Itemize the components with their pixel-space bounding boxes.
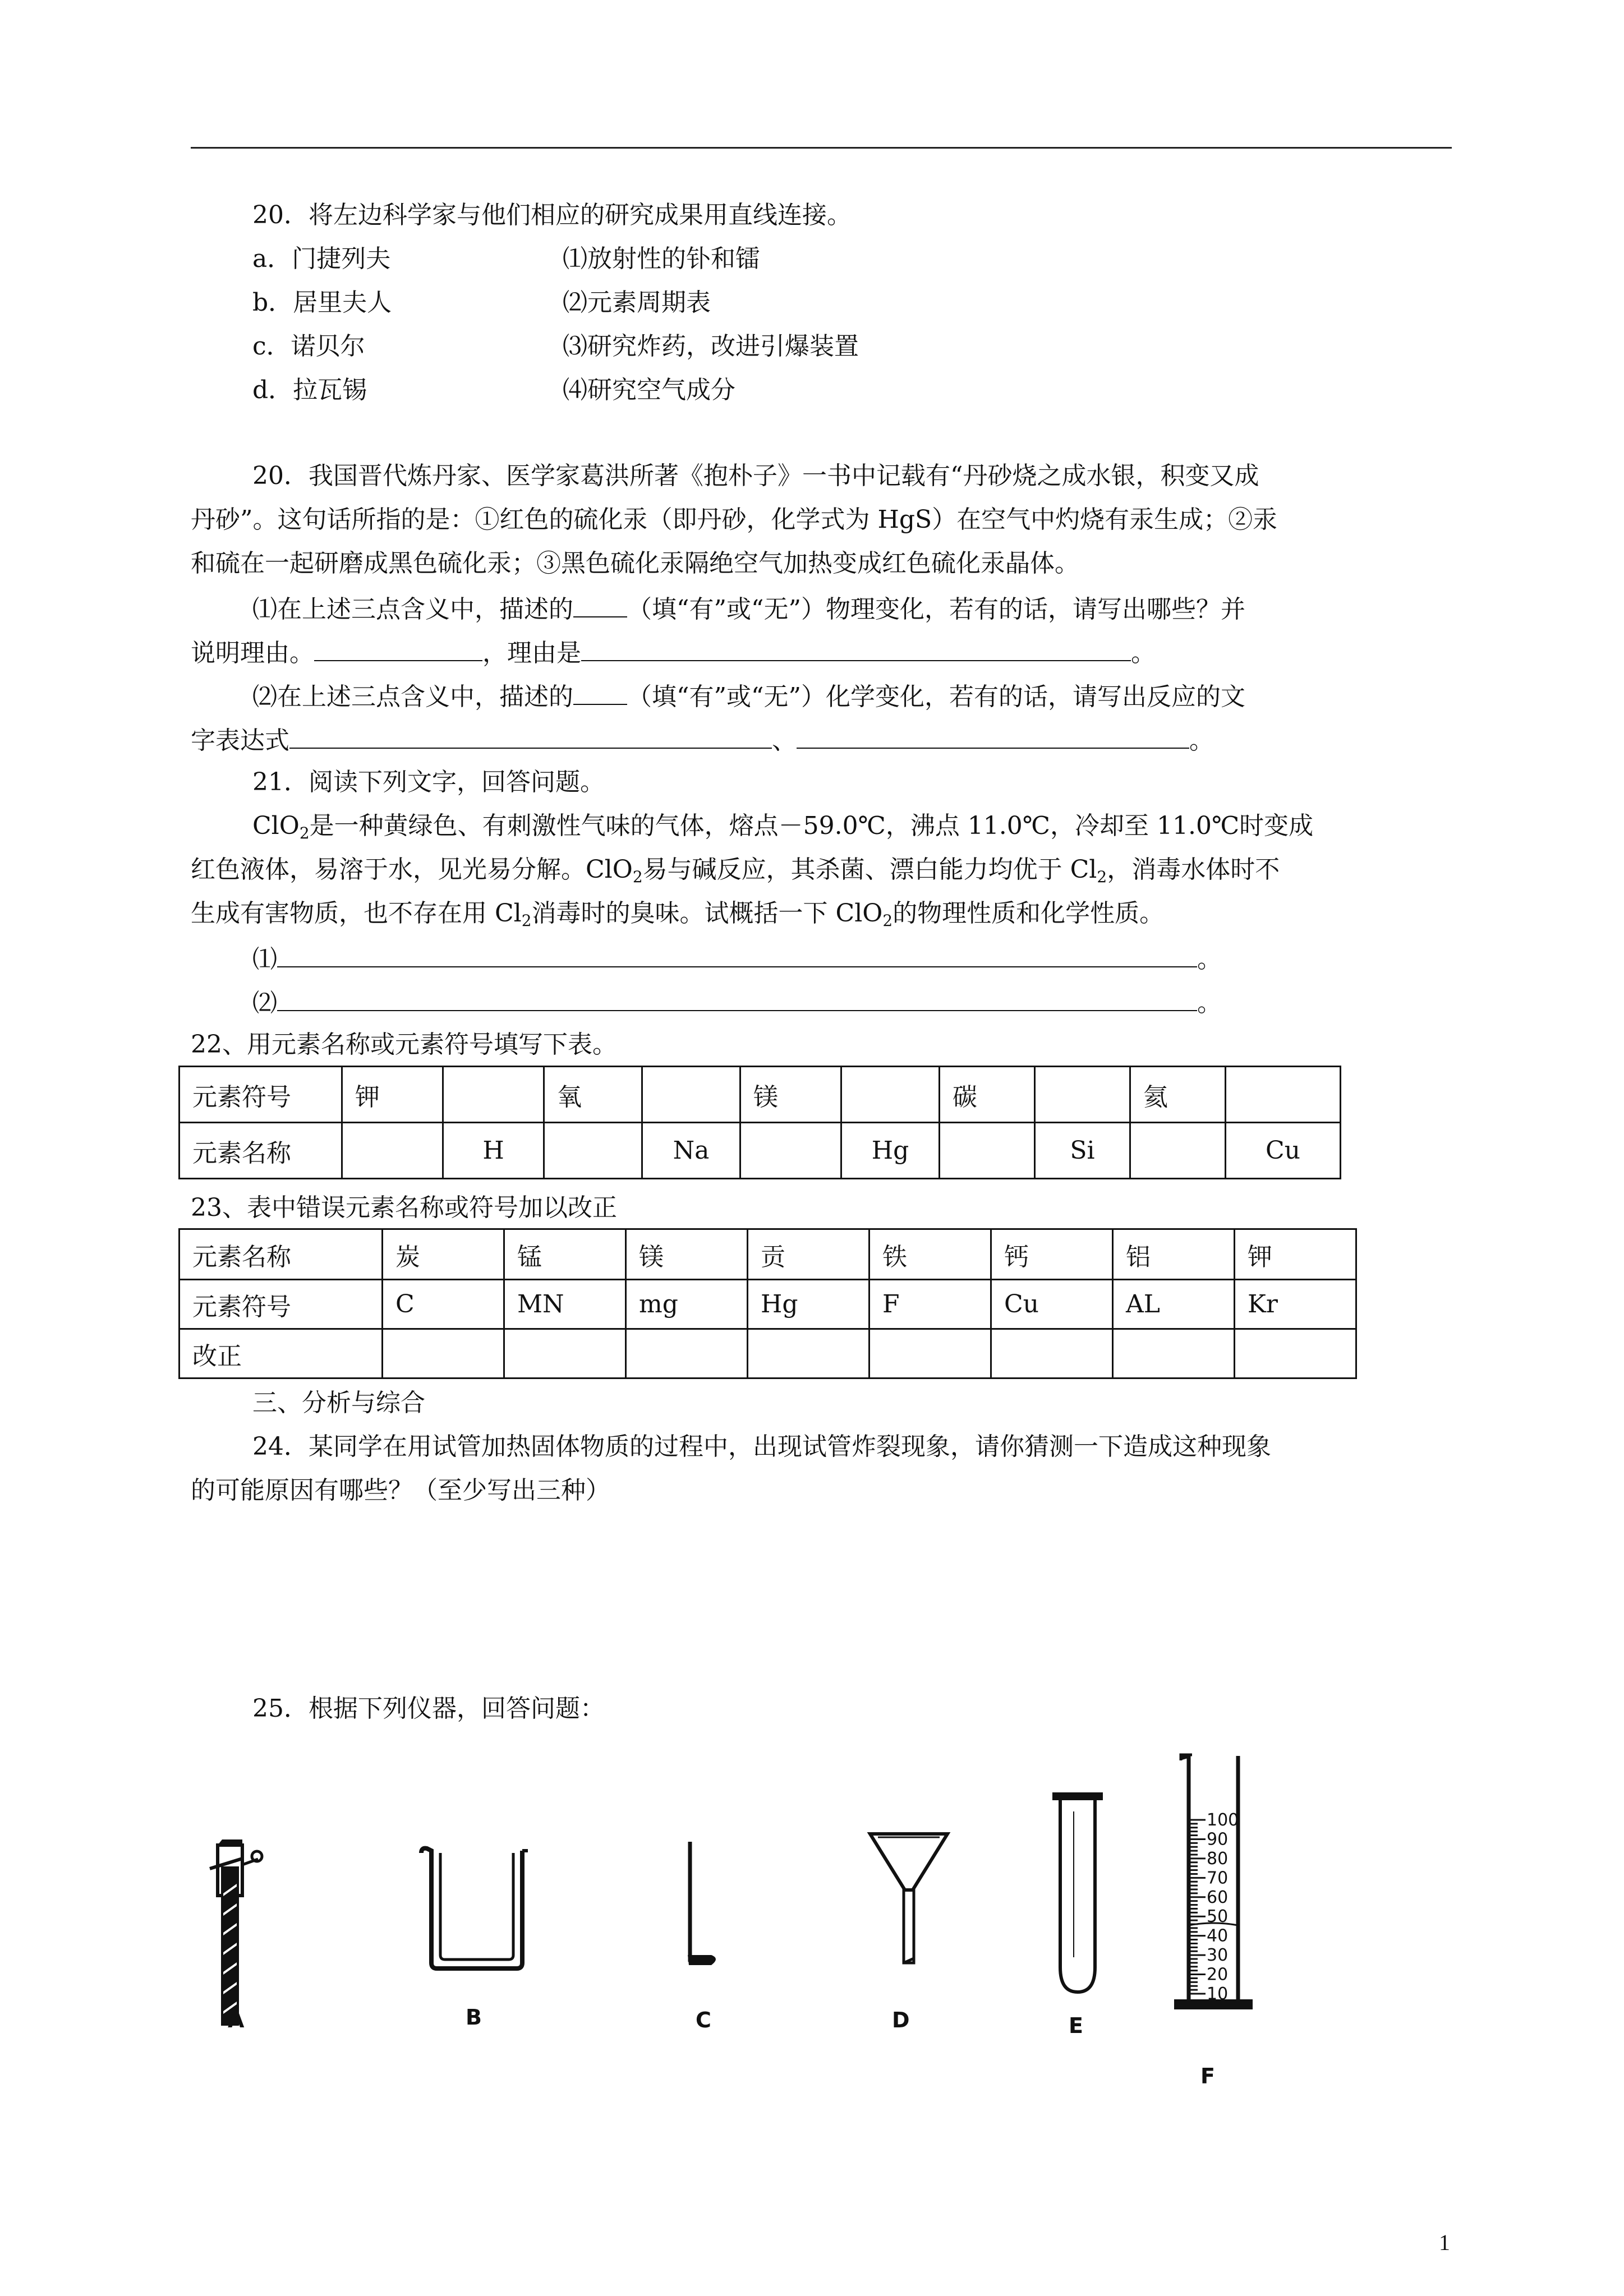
- q20b-part2-equations: 字表达式 、 。: [191, 726, 1214, 755]
- q20b-line1: 20．我国晋代炼丹家、医学家葛洪所著《抱朴子》一书中记载有“丹砂烧之成水银，积变又成: [252, 462, 1259, 490]
- correction-cell[interactable]: [869, 1329, 991, 1378]
- q20a-right-4: ⑷研究空气成分: [563, 376, 735, 404]
- table-cell[interactable]: [1035, 1067, 1130, 1123]
- correction-cell[interactable]: [1113, 1329, 1235, 1378]
- label-b: B: [466, 2005, 482, 2030]
- q20a-right-3: ⑶研究炸药，改进引爆装置: [563, 332, 859, 361]
- label-c: C: [696, 2008, 711, 2032]
- q20a-right-2: ⑵元素周期表: [563, 288, 711, 317]
- correction-cell[interactable]: [383, 1329, 504, 1378]
- answer-blank[interactable]: [573, 595, 627, 617]
- beaker-icon: [418, 1845, 530, 1974]
- table-cell[interactable]: [940, 1123, 1035, 1179]
- cylinder-tick-label: 20: [1207, 1965, 1229, 1985]
- equation-blank-1[interactable]: [289, 726, 772, 749]
- table-row: [180, 1229, 1356, 1280]
- correction-cell[interactable]: [748, 1329, 869, 1378]
- cylinder-tick-label: 10: [1207, 1984, 1229, 2004]
- answer-line[interactable]: [277, 989, 1197, 1011]
- correction-cell[interactable]: [1235, 1329, 1356, 1378]
- table-row: [180, 1329, 1356, 1378]
- label-d: D: [892, 2008, 910, 2032]
- q20a-left-d: d．拉瓦锡: [252, 376, 367, 404]
- cylinder-tick-label: 30: [1207, 1945, 1229, 1966]
- row-label: 元素名称: [180, 1229, 383, 1280]
- table-cell: Cu: [991, 1280, 1113, 1329]
- table-cell[interactable]: Na: [642, 1123, 740, 1179]
- cylinder-tick-label: 60: [1207, 1887, 1229, 1907]
- table-cell: 炭: [383, 1229, 504, 1280]
- q21-prompt: 21．阅读下列文字，回答问题。: [252, 768, 605, 796]
- table-cell: MN: [504, 1280, 626, 1329]
- table-cell[interactable]: Hg: [841, 1123, 940, 1179]
- table-cell[interactable]: 氦: [1130, 1067, 1226, 1123]
- reason-blank[interactable]: [581, 639, 1131, 661]
- q24-line2: 的可能原因有哪些？（至少写出三种）: [191, 1476, 610, 1505]
- correction-cell[interactable]: [991, 1329, 1113, 1378]
- answer-line[interactable]: [277, 945, 1197, 967]
- header-rule: [191, 147, 1452, 149]
- cylinder-scale-labels: [1207, 1810, 1239, 2004]
- table-cell[interactable]: [642, 1067, 740, 1123]
- q20a-left-c: c．诺贝尔: [252, 332, 365, 361]
- row-label: 元素符号: [180, 1067, 342, 1123]
- table-cell[interactable]: [544, 1123, 642, 1179]
- table-cell[interactable]: 钾: [342, 1067, 443, 1123]
- table-row: [180, 1280, 1356, 1329]
- q21-answer-2: ⑵ 。: [252, 989, 1222, 1017]
- table-cell[interactable]: 氧: [544, 1067, 642, 1123]
- table-cell: mg: [626, 1280, 748, 1329]
- q22-prompt: 22、用元素名称或元素符号填写下表。: [191, 1030, 617, 1059]
- row-label: 改正: [180, 1329, 383, 1378]
- q25-prompt: 25．根据下列仪器，回答问题：: [252, 1694, 605, 1723]
- label-f: F: [1200, 2064, 1215, 2088]
- table-cell[interactable]: H: [443, 1123, 544, 1179]
- table-cell: Hg: [748, 1280, 869, 1329]
- table-row: [180, 1123, 1341, 1179]
- label-a: A: [228, 2008, 245, 2032]
- q21-line1: ClO$_2$是一种黄绿色、有刺激性气味的气体，熔点－59.0℃，沸点 11.0℃，冷却至 11.0℃时变成: [252, 812, 1314, 842]
- q23-prompt: 23、表中错误元素名称或符号加以改正: [191, 1193, 617, 1222]
- answer-blank[interactable]: [314, 639, 482, 661]
- correction-cell[interactable]: [626, 1329, 748, 1378]
- q21-line3: 生成有害物质，也不存在用 $Cl_2$消毒时的臭味。试概括一下 ClO$_2$的物理性质和化学性质。: [191, 899, 1165, 930]
- equation-blank-2[interactable]: [797, 726, 1189, 749]
- section-heading: 三、分析与综合: [252, 1389, 425, 1417]
- row-label: 元素符号: [180, 1280, 383, 1329]
- table-cell[interactable]: [342, 1123, 443, 1179]
- answer-blank[interactable]: [573, 683, 627, 705]
- table-cell: 镁: [626, 1229, 748, 1280]
- q20b-line3: 和硫在一起研磨成黑色硫化汞；③黑色硫化汞隔绝空气加热变成红色硫化汞晶体。: [191, 549, 1079, 578]
- table-cell[interactable]: [841, 1067, 940, 1123]
- q20b-line2: 丹砂”。这句话所指的是：①红色的硫化汞（即丹砂，化学式为 HgS）在空气中灼烧有汞生成；②汞: [191, 505, 1278, 534]
- table-cell[interactable]: Si: [1035, 1123, 1130, 1179]
- q22-table: [178, 1066, 1341, 1179]
- cylinder-tick-label: 40: [1207, 1926, 1229, 1946]
- cylinder-tick-label: 50: [1207, 1907, 1229, 1927]
- row-label: 元素名称: [180, 1123, 342, 1179]
- q23-table: [178, 1228, 1357, 1379]
- table-cell: 钙: [991, 1229, 1113, 1280]
- table-cell: Kr: [1235, 1280, 1356, 1329]
- table-cell: 铝: [1113, 1229, 1235, 1280]
- funnel-icon: [867, 1828, 951, 1968]
- q20b-part1: ⑴在上述三点含义中，描述的 （填“有”或“无”）物理变化，若有的话，请写出哪些？并: [252, 595, 1245, 624]
- table-cell: 锰: [504, 1229, 626, 1280]
- q21-answer-1: ⑴ 。: [252, 945, 1222, 974]
- cylinder-tick-label: 100: [1207, 1810, 1239, 1830]
- q24-line1: 24．某同学在用试管加热固体物质的过程中，出现试管炸裂现象，请你猜测一下造成这种现象: [252, 1432, 1271, 1461]
- table-cell: C: [383, 1280, 504, 1329]
- q21-line2: 红色液体，易溶于水，见光易分解。ClO$_2$易与碱反应，其杀菌、漂白能力均优于 $Cl_2$，消毒水体时不: [191, 855, 1280, 886]
- q20b-part1-reason: 说明理由。 ，理由是 。: [191, 639, 1156, 667]
- q20a-right-1: ⑴放射性的钋和镭: [563, 245, 760, 273]
- graduated-cylinder-icon: [1170, 1753, 1259, 2016]
- table-cell[interactable]: [1130, 1123, 1226, 1179]
- cylinder-tick-label: 90: [1207, 1829, 1229, 1850]
- label-e: E: [1069, 2013, 1083, 2038]
- table-cell: F: [869, 1280, 991, 1329]
- spoon-icon: [684, 1839, 729, 1974]
- table-cell[interactable]: 碳: [940, 1067, 1035, 1123]
- table-cell[interactable]: Cu: [1226, 1123, 1341, 1179]
- table-cell: 铁: [869, 1229, 991, 1280]
- table-cell: 钾: [1235, 1229, 1356, 1280]
- q20a-prompt: 20．将左边科学家与他们相应的研究成果用直线连接。: [252, 201, 852, 229]
- table-cell[interactable]: [443, 1067, 544, 1123]
- table-cell: AL: [1113, 1280, 1235, 1329]
- test-tube-icon: [1049, 1789, 1111, 2002]
- q20b-part2: ⑵在上述三点含义中，描述的 （填“有”或“无”）化学变化，若有的话，请写出反应的文: [252, 683, 1245, 711]
- q20a-left-a: a．门捷列夫: [252, 245, 391, 273]
- table-row: [180, 1067, 1341, 1123]
- table-cell[interactable]: [1226, 1067, 1341, 1123]
- table-cell[interactable]: [740, 1123, 841, 1179]
- correction-cell[interactable]: [504, 1329, 626, 1378]
- table-cell[interactable]: 镁: [740, 1067, 841, 1123]
- page-number: 1: [1439, 2230, 1450, 2255]
- table-cell: 贡: [748, 1229, 869, 1280]
- q20a-left-b: b．居里夫人: [252, 288, 392, 317]
- cylinder-scale: [1189, 1820, 1206, 1994]
- cylinder-tick-label: 80: [1207, 1848, 1229, 1869]
- cylinder-tick-label: 70: [1207, 1868, 1229, 1888]
